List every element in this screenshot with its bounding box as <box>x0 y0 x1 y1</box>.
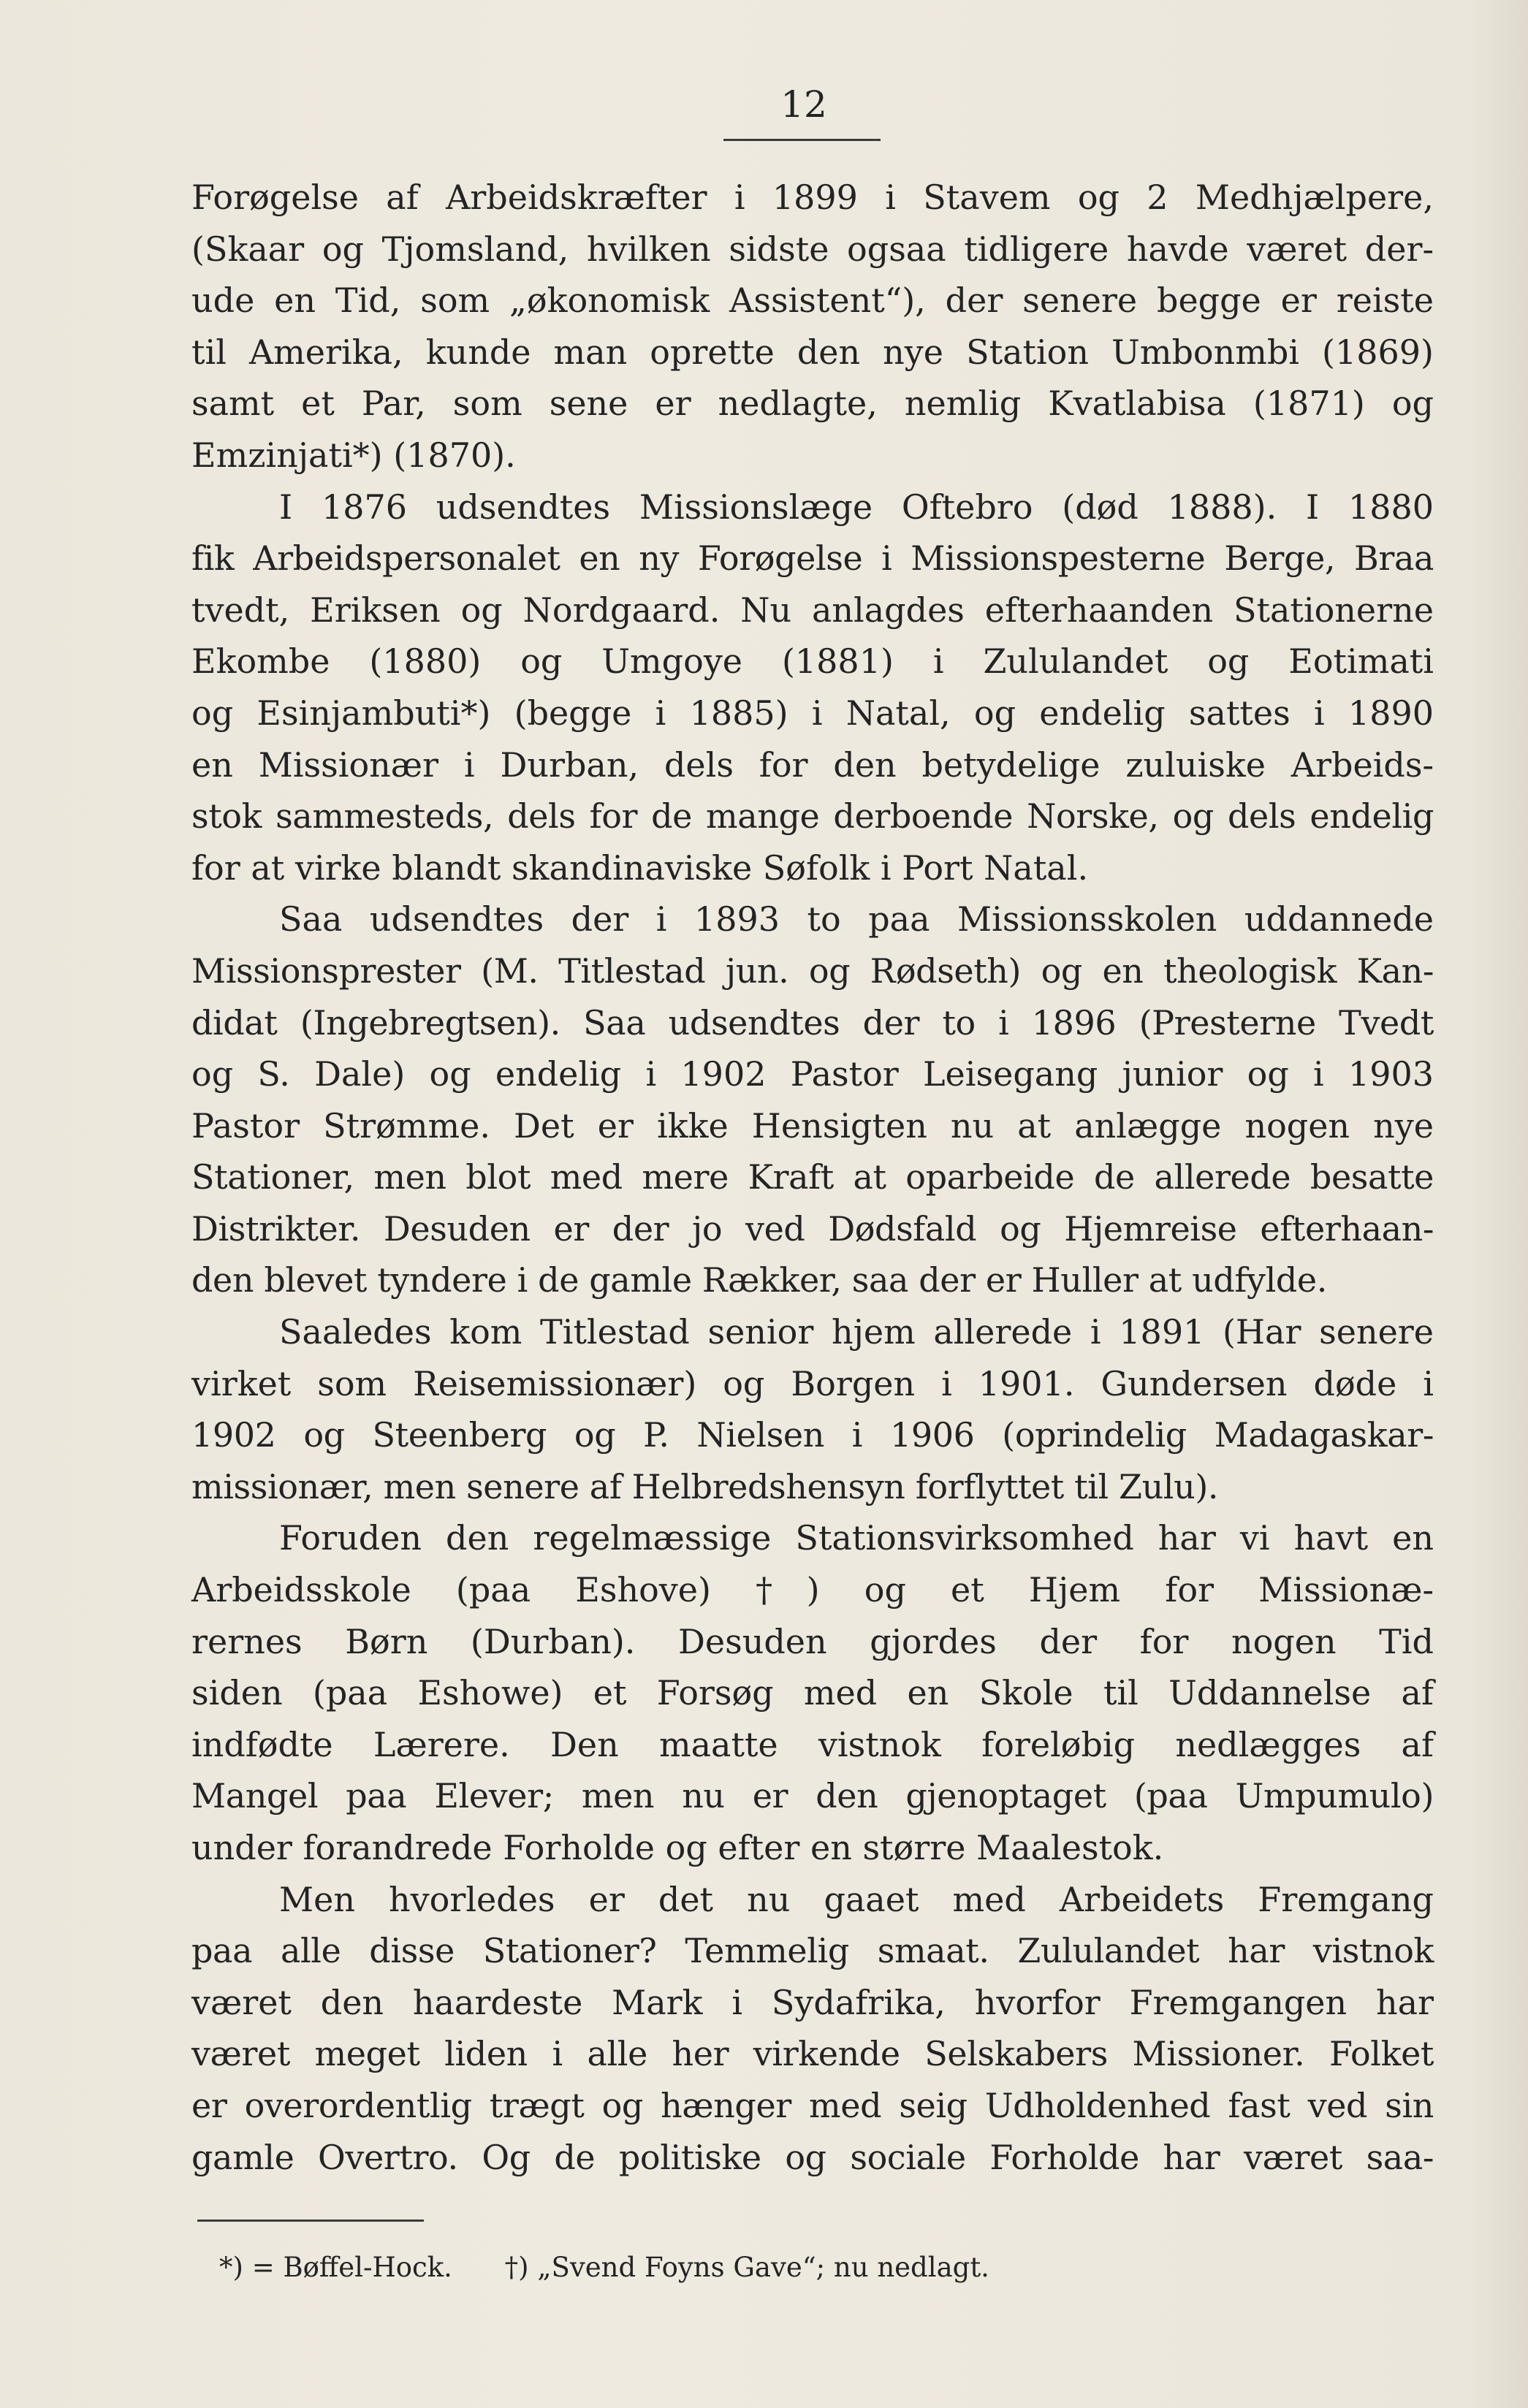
text-line: I 1876 udsendtes Missionslæge Oftebro (død 1888). I 1880 <box>279 487 1434 527</box>
text-line: Emzinjati*) (1870). <box>191 435 516 475</box>
text-line: Missionsprester (M. Titlestad jun. og Rødseth) og en theologisk Kan- <box>191 950 1434 991</box>
footnote-rule <box>197 2220 424 2222</box>
text-line: stok sammesteds, dels for de mange derboende Norske, og dels endelig <box>191 796 1434 837</box>
text-line: Distrikter. Desuden er der jo ved Dødsfald og Hjemreise efterhaan- <box>191 1208 1434 1249</box>
text-line: Saaledes kom Titlestad senior hjem allerede i 1891 (Har senere <box>279 1312 1434 1352</box>
paragraph <box>191 172 1434 481</box>
text-line: virket som Reisemissionær) og Borgen i 1901. Gundersen døde i <box>191 1363 1434 1403</box>
text-line: tvedt, Eriksen og Nordgaard. Nu anlagdes efterhaanden Stationerne <box>191 590 1434 630</box>
paragraph <box>191 1306 1434 1512</box>
text-line: rernes Børn (Durban). Desuden gjordes der for nogen Tid <box>191 1621 1434 1661</box>
text-line: til Amerika, kunde man oprette den nye Station Umbonmbi (1869) <box>191 332 1434 372</box>
text-line: Arbeidsskole (paa Eshove) †) og et Hjem for Missionæ- <box>191 1570 1434 1610</box>
text-line: den blevet tyndere i de gamle Rækker, saa der er Huller at udfylde. <box>191 1260 1327 1300</box>
text-line: Foruden den regelmæssige Stationsvirksomhed har vi havt en <box>279 1518 1434 1558</box>
page-number-rule <box>723 139 881 141</box>
paragraph <box>191 481 1434 894</box>
text-line: indfødte Lærere. Den maatte vistnok foreløbig nedlægges af <box>191 1724 1434 1764</box>
footnote-svend-foyns-gave: †) „Svend Foyns Gave“; nu nedlagt. <box>504 2252 989 2283</box>
text-line: Saa udsendtes der i 1893 to paa Missionsskolen uddannede <box>279 899 1434 940</box>
footnotes <box>219 2252 1242 2284</box>
paragraph <box>191 894 1434 1306</box>
text-line: didat (Ingebregtsen). Saa udsendtes der to i 1896 (Presterne Tvedt <box>191 1002 1434 1043</box>
text-line: siden (paa Eshowe) et Forsøg med en Skole til Uddannelse af <box>191 1673 1434 1713</box>
text-line: og S. Dale) og endelig i 1902 Pastor Leisegang junior og i 1903 <box>191 1054 1434 1094</box>
text-line: gamle Overtro. Og de politiske og sociale Forholde har været saa- <box>191 2137 1434 2177</box>
text-line: fik Arbeidspersonalet en ny Forøgelse i Missionspesterne Berge, Braa <box>191 538 1434 579</box>
body-text <box>191 172 1434 2183</box>
text-line: Forøgelse af Arbeidskræfter i 1899 i Stavem og 2 Medhjælpere, <box>191 178 1434 217</box>
text-line: paa alle disse Stationer? Temmelig smaat. Zululandet har vistnok <box>191 1931 1434 1971</box>
text-line: missionær, men senere af Helbredshensyn forflyttet til Zulu). <box>191 1466 1219 1506</box>
paragraph <box>191 1874 1434 2184</box>
page-number: 12 <box>780 83 827 126</box>
text-line: været den haardeste Mark i Sydafrika, hvorfor Fremgangen har <box>191 1982 1434 2022</box>
text-line: Stationer, men blot med mere Kraft at oparbeide de allerede besatte <box>191 1157 1434 1197</box>
text-line: Pastor Strømme. Det er ikke Hensigten nu at anlægge nogen nye <box>191 1105 1434 1146</box>
text-line: og Esinjambuti*) (begge i 1885) i Natal, og endelig sattes i 1890 <box>191 693 1434 733</box>
text-line: 1902 og Steenberg og P. Nielsen i 1906 (oprindelig Madagaskar- <box>191 1415 1434 1455</box>
text-line: er overordentlig trægt og hænger med seig Udholdenhed fast ved sin <box>191 2085 1434 2125</box>
text-line: samt et Par, som sene er nedlagte, nemlig Kvatlabisa (1871) og <box>191 384 1434 424</box>
paragraph <box>191 1512 1434 1873</box>
footnote-boffel-hock: *) = Bøffel-Hock. <box>219 2252 452 2283</box>
text-line: Men hvorledes er det nu gaaet med Arbeidets Fremgang <box>279 1879 1434 1919</box>
text-line: været meget liden i alle her virkende Selskabers Missioner. Folket <box>191 2034 1434 2074</box>
text-line: for at virke blandt skandinaviske Søfolk i Port Natal. <box>191 847 1089 888</box>
text-line: Mangel paa Elever; men nu er den gjenoptaget (paa Umpumulo) <box>191 1776 1434 1816</box>
text-line: en Missionær i Durban, dels for den betydelige zuluiske Arbeids- <box>191 744 1434 785</box>
text-line: ude en Tid, som „økonomisk Assistent“), der senere begge er reiste <box>191 281 1434 321</box>
text-line: Ekombe (1880) og Umgoye (1881) i Zululandet og Eotimati <box>191 641 1434 682</box>
text-line: (Skaar og Tjomsland, hvilken sidste ogsaa tidligere havde været der- <box>191 229 1434 269</box>
text-line: under forandrede Forholde og efter en større Maalestok. <box>191 1828 1164 1867</box>
